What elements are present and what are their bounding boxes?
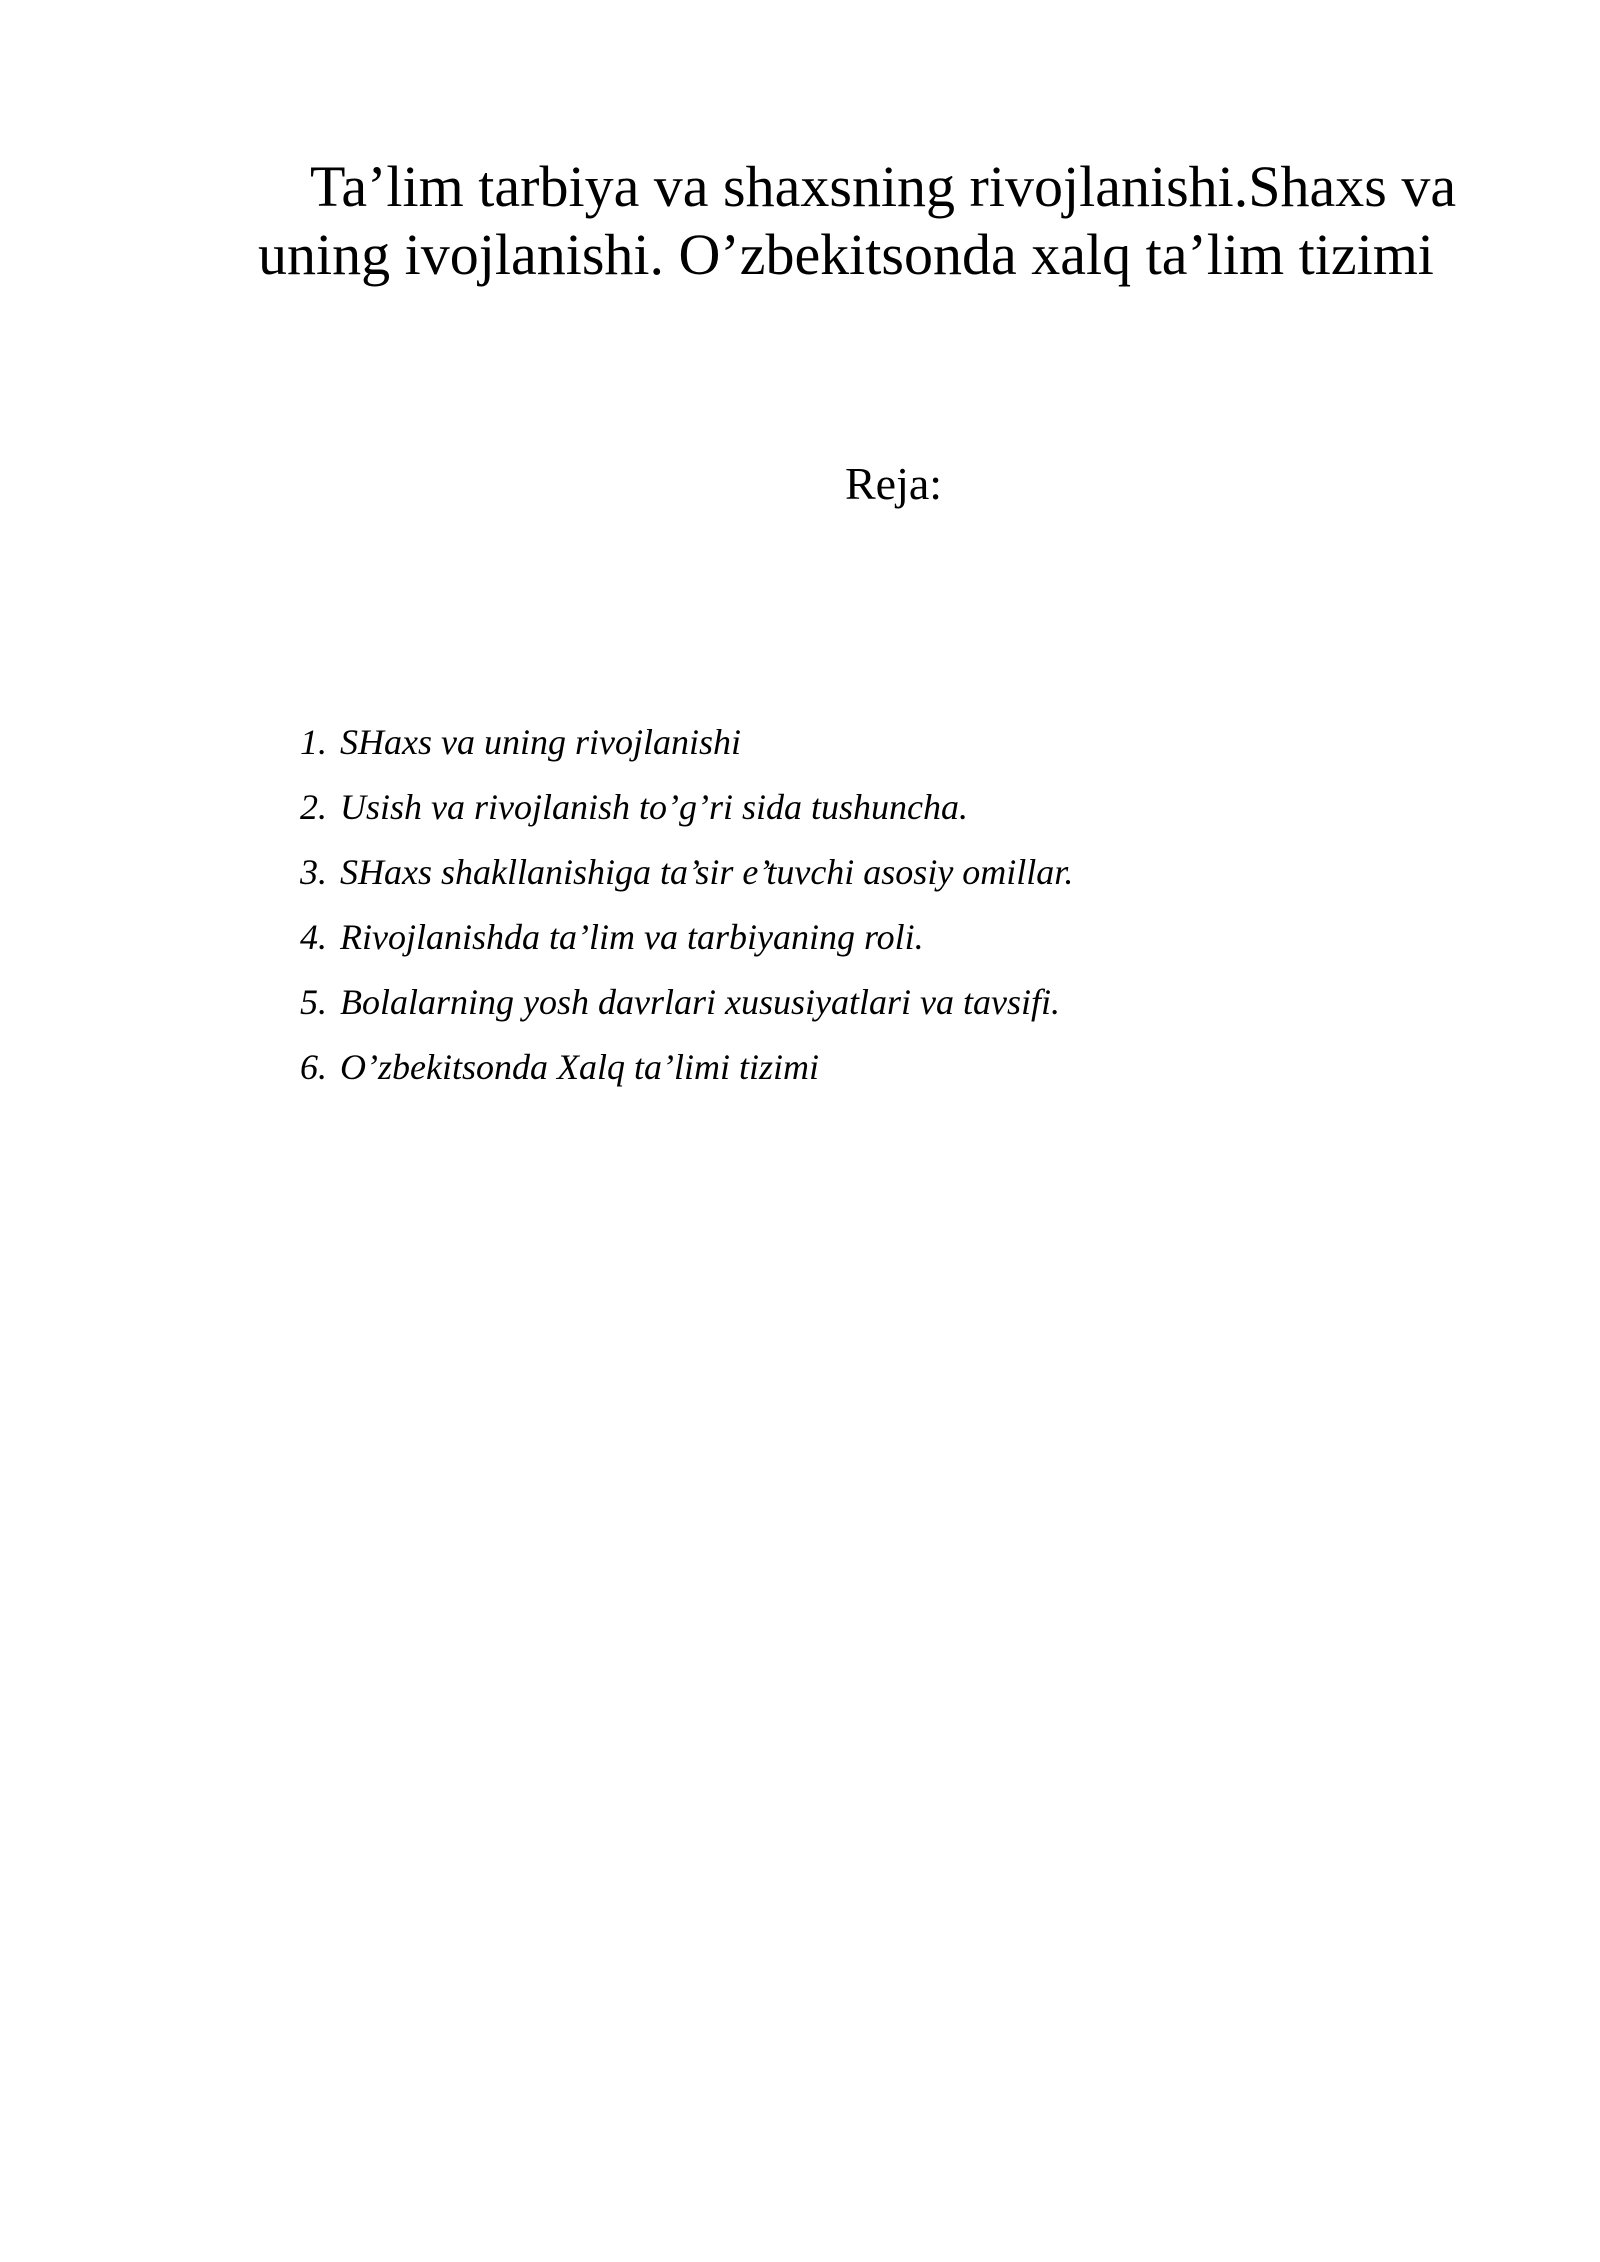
plan-list: [300, 710, 1073, 1100]
plan-heading: Reja:: [845, 458, 943, 509]
plan-item-text: SHaxs shakllanishiga ta’sir e’tuvchi asosiy omillar.: [340, 852, 1074, 892]
plan-item-number: 2.: [300, 787, 327, 827]
title-line-2: uning ivojlanishi. O’zbekitsonda xalq ta’lim tizimi: [258, 222, 1434, 287]
plan-item-number: 3.: [300, 852, 327, 892]
plan-item-1: [300, 710, 1073, 775]
plan-item-text: Bolalarning yosh davrlari xususiyatlari va tavsifi.: [340, 982, 1060, 1022]
plan-item-number: 1.: [300, 722, 327, 762]
title-line-1: Ta’lim tarbiya va shaxsning rivojlanishi.Shaxs va: [310, 154, 1457, 219]
plan-item-text: Usish va rivojlanish to’g’ri sida tushuncha.: [340, 787, 968, 827]
plan-item-number: 4.: [300, 917, 327, 957]
plan-item-3: [300, 840, 1073, 905]
plan-item-2: [300, 775, 1073, 840]
plan-item-number: 6.: [300, 1047, 327, 1087]
plan-item-text: SHaxs va uning rivojlanishi: [340, 722, 741, 762]
plan-item-5: [300, 970, 1073, 1035]
plan-item-number: 5.: [300, 982, 327, 1022]
document-title: [258, 153, 1518, 289]
plan-item-text: Rivojlanishda ta’lim va tarbiyaning roli.: [340, 917, 924, 957]
plan-item-6: [300, 1035, 1073, 1100]
plan-item-text: O’zbekitsonda Xalq ta’limi tizimi: [340, 1047, 819, 1087]
plan-item-4: [300, 905, 1073, 970]
